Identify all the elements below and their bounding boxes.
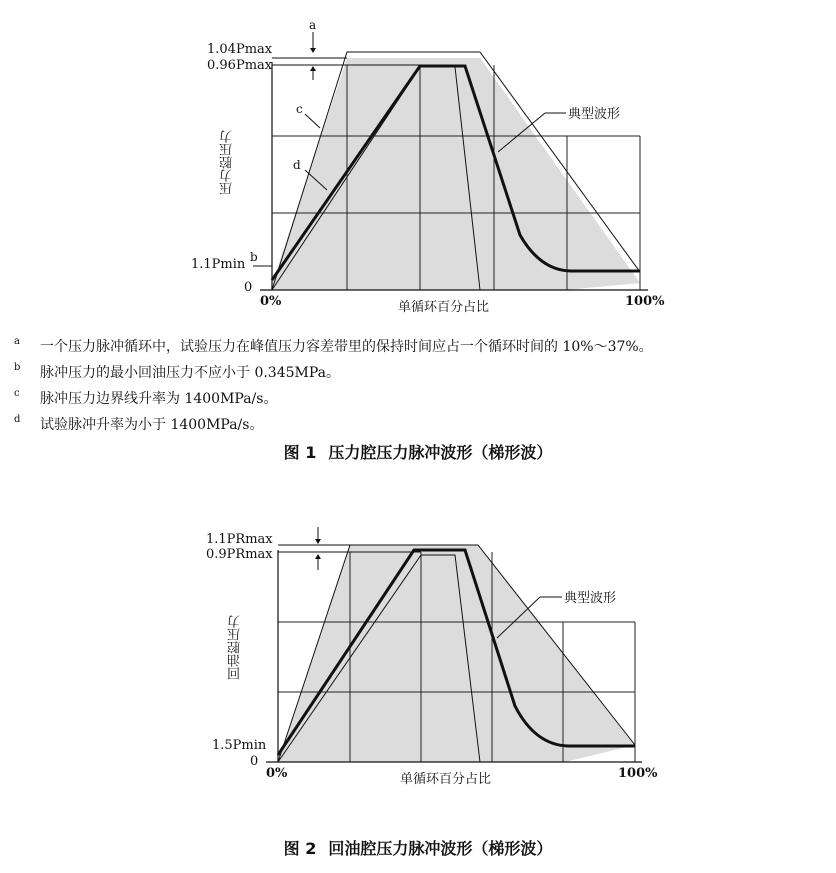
fig2-lower-tol-label: 0.9PRmax (206, 547, 273, 562)
fig1-note-a: a 一个压力脉冲循环中，试验压力在峰值压力容差带里的保持时间应占一个循环时间的 10%～37%。 (14, 336, 653, 355)
fig2-y-axis-label: 回油腔压力 (228, 615, 243, 680)
fig1-y-axis-label: 压力腔压力 (220, 130, 235, 195)
fig1-x-start-label: 0% (260, 294, 282, 309)
fig2-x-start-label: 0% (266, 766, 288, 781)
fig2-upper-tol-label: 1.1PRmax (206, 532, 273, 547)
fig2-min-level-label: 1.5Pmin (212, 738, 267, 753)
fig1-x-axis-label: 单循环百分占比 (398, 300, 490, 315)
fig2-tolerance-band (278, 545, 635, 762)
fig1-typical-label: 典型波形 (568, 107, 621, 122)
fig1-zero-label: 0 (244, 280, 253, 295)
fig1-upper-tol-label: 1.04Pmax (207, 42, 273, 57)
fig1-lower-tol-label: 0.96Pmax (207, 58, 273, 73)
fig1-callout-b: b (250, 250, 258, 264)
fig2-zero-label: 0 (250, 754, 259, 769)
fig1-callout-d: d (293, 158, 301, 172)
fig1-x-end-label: 100% (625, 294, 665, 309)
fig1-note-c: c 脉冲压力边界线升率为 1400MPa/s。 (14, 388, 278, 407)
fig1-note-d: d 试验脉冲升率为小于 1400MPa/s。 (14, 414, 264, 433)
fig2-typical-label: 典型波形 (564, 591, 617, 606)
fig1-callout-a: a (309, 18, 317, 32)
fig2-caption: 图 2 回油腔压力脉冲波形（梯形波） (283, 839, 553, 858)
fig1-min-level-label: 1.1Pmin (191, 257, 246, 272)
fig1-caption: 图 1 压力腔压力脉冲波形（梯形波） (283, 443, 553, 462)
fig2-x-end-label: 100% (618, 766, 658, 781)
fig2-x-axis-label: 单循环百分占比 (400, 772, 492, 787)
fig1-note-b: b 脉冲压力的最小回油压力不应小于 0.345MPa。 (14, 362, 341, 381)
fig1-callout-c: c (296, 102, 303, 116)
